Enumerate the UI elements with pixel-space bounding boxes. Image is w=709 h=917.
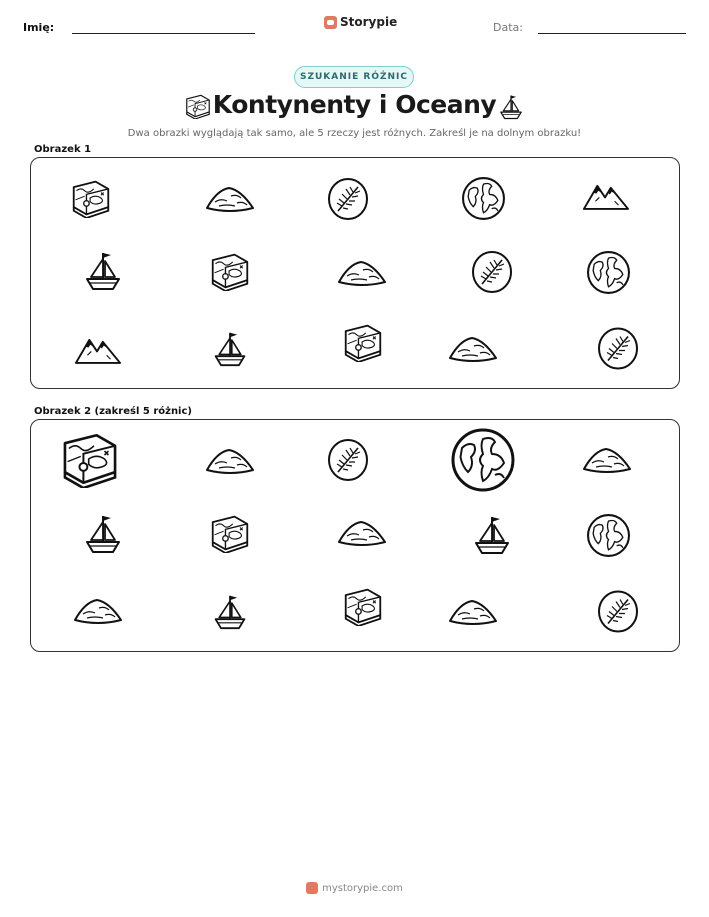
mountains-icon	[582, 178, 630, 213]
sand-pile-icon	[205, 184, 255, 214]
brand	[324, 15, 397, 29]
leaf-medallion-icon	[326, 438, 370, 482]
name-label: Imię:	[23, 21, 55, 34]
sand-pile-icon	[448, 597, 498, 627]
leaf-medallion-icon	[596, 589, 640, 634]
activity-badge: SZUKANIE RÓŻNIC	[294, 66, 414, 88]
sand-pile-icon	[205, 446, 255, 476]
map-book-icon	[68, 178, 114, 218]
map-book-icon	[207, 251, 253, 291]
title-sailboat-icon	[498, 93, 524, 121]
leaf-medallion-icon	[326, 177, 370, 221]
leaf-medallion-icon	[470, 250, 514, 294]
map-book-icon[interactable]	[57, 430, 123, 488]
globe-icon	[586, 513, 631, 558]
globe-icon	[586, 250, 631, 295]
mountains-icon	[74, 332, 122, 367]
brand-name: Storypie	[340, 15, 398, 29]
sailboat-icon	[212, 327, 248, 371]
map-book-icon	[340, 322, 386, 362]
picture1-label: Obrazek 1	[34, 144, 92, 155]
sand-pile-icon	[337, 258, 387, 288]
globe-icon	[461, 176, 506, 221]
leaf-medallion-icon	[596, 326, 640, 371]
sailboat-icon	[212, 590, 248, 634]
picture2-label: Obrazek 2 (zakreśl 5 różnic)	[34, 406, 192, 417]
date-line[interactable]	[538, 33, 686, 34]
page-title: Kontynenty i Oceany	[212, 90, 497, 119]
storypie-logo-icon	[306, 882, 318, 894]
sand-pile-icon	[448, 334, 498, 364]
sailboat-icon[interactable]	[472, 513, 512, 557]
footer	[0, 882, 709, 894]
globe-icon[interactable]	[450, 427, 516, 493]
instructions: Dwa obrazki wyglądają tak samo, ale 5 rzeczy jest różnych. Zakreśl je na dolnym obrazku!	[127, 128, 582, 139]
name-line[interactable]	[72, 33, 255, 34]
map-book-icon	[207, 513, 253, 553]
sailboat-icon	[83, 512, 123, 556]
sailboat-icon	[83, 249, 123, 293]
map-book-icon	[340, 586, 386, 626]
footer-url[interactable]: mystorypie.com	[322, 882, 403, 894]
storypie-logo-icon	[324, 16, 337, 29]
sand-pile-icon[interactable]	[582, 445, 632, 475]
date-label: Data:	[493, 21, 523, 34]
sand-pile-icon	[337, 518, 387, 548]
sand-pile-icon[interactable]	[73, 596, 123, 626]
